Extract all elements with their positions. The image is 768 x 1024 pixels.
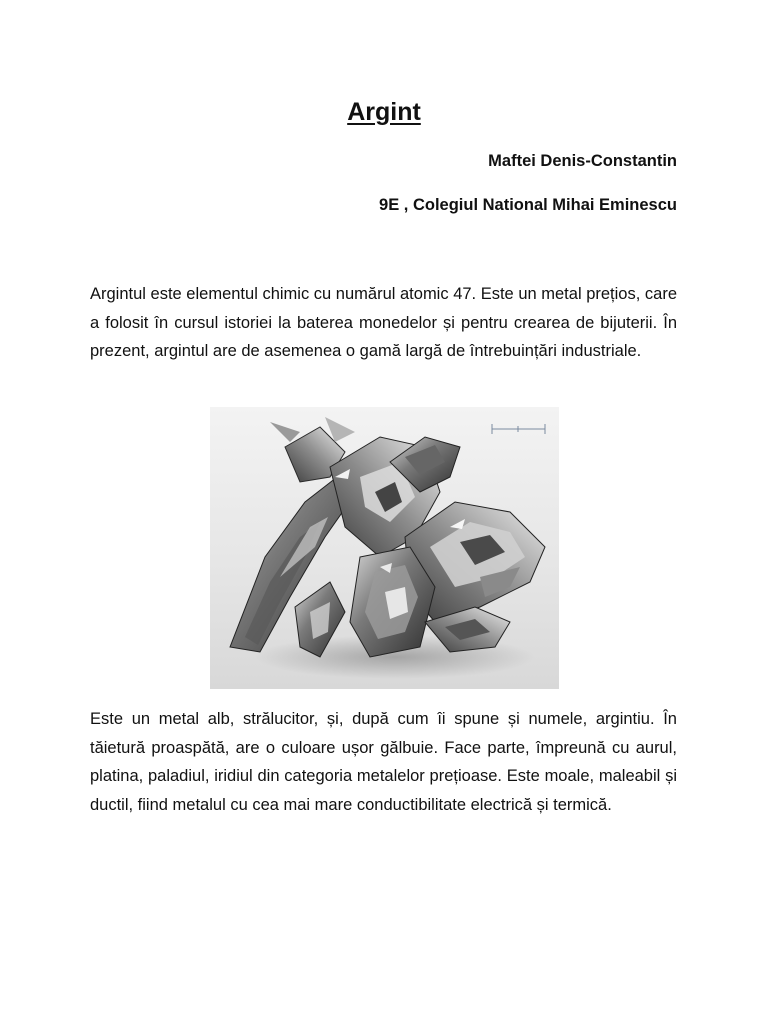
page-title: Argint [347,98,421,126]
school-name: 9E , Colegiul National Mihai Eminescu [379,196,677,214]
silver-crystal-drawing [210,407,559,689]
intro-paragraph: Argintul este elementul chimic cu numărul atomic 47. Este un metal prețios, care a folosit în cursul istoriei la baterea monedelor și pentru crearea de bijuterii. În prezent, argintul are de asemenea o gamă largă de întrebuințări industriale. [90,285,677,360]
silver-crystal-image [210,407,559,689]
author-name: Maftei Denis-Constantin [488,152,677,170]
description-paragraph: Este un metal alb, strălucitor, și, după cum îi spune și numele, argintiu. În tăietură proaspătă, are o culoare ușor gălbuie. Face parte, împreună cu aurul, platina, paladiul, iridiul din categoria metalelor prețioase. Este moale, maleabil și ductil, fiind metalul cu cea mai mare conductibilitate electrică și termică. [90,710,677,814]
scale-bar [492,424,545,434]
